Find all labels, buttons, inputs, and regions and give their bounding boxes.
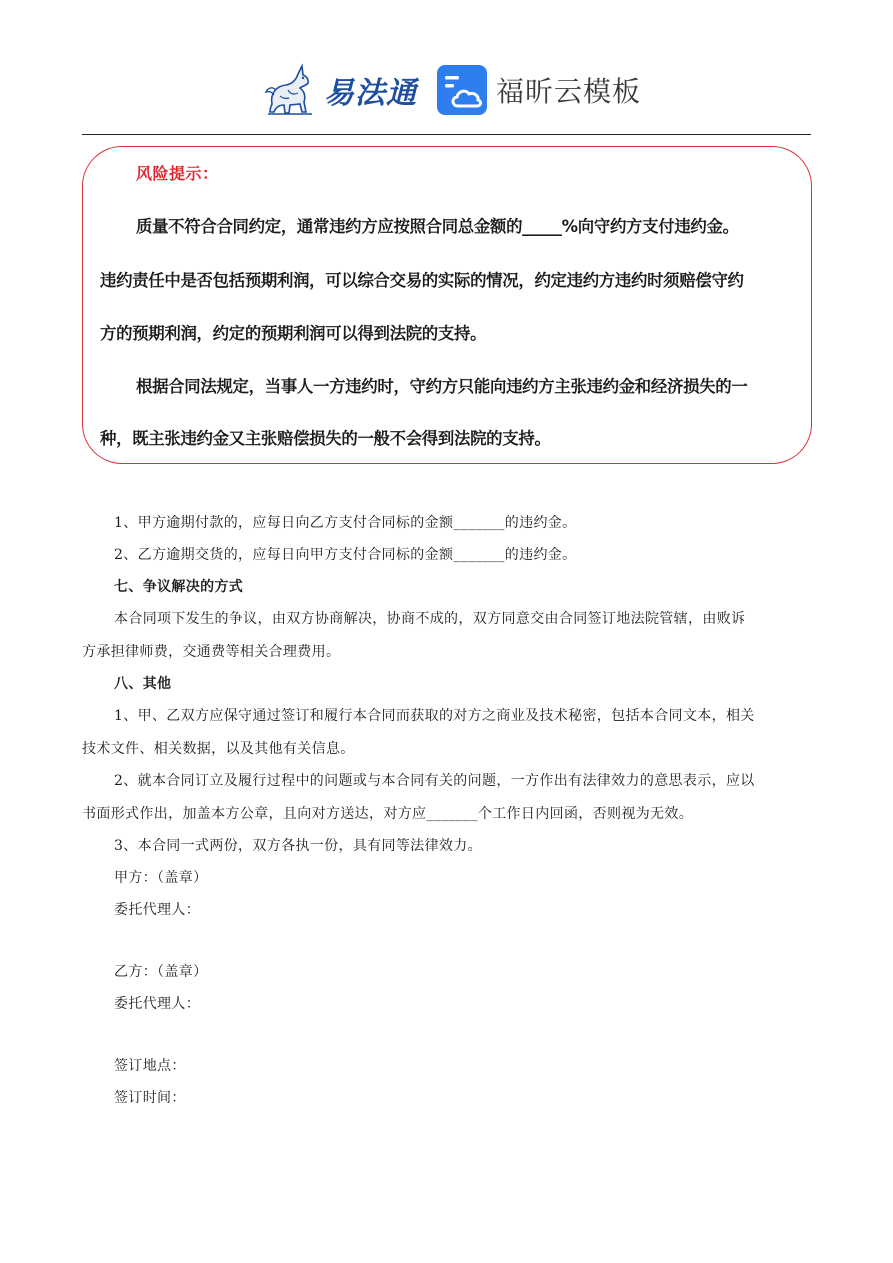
unicorn-logo-icon (262, 60, 322, 120)
clause-line: 本合同项下发生的争议，由双方协商解决，协商不成的，双方同意交由合同签订地法院管辖，由败诉 (114, 611, 746, 627)
clause-line: 1、甲方逾期付款的，应每日向乙方支付合同标的金额_______的违约金。 (114, 515, 577, 531)
party-a-agent-label: 委托代理人： (114, 902, 201, 918)
clause-line: 2、就本合同订立及履行过程中的问题或与本合同有关的问题，一方作出有法律效力的意思表示，应以 (114, 773, 755, 789)
risk-warning-box (82, 146, 812, 464)
page-header (0, 0, 893, 136)
party-b-seal-label: 乙方：（盖章） (114, 964, 208, 980)
clause-line: 技术文件、相关数据，以及其他有关信息。 (82, 741, 355, 757)
party-b-agent-label: 委托代理人： (114, 996, 201, 1012)
signing-place-label: 签订地点： (114, 1058, 186, 1074)
clause-line: 2、乙方逾期交货的，应每日向甲方支付合同标的金额_______的违约金。 (114, 547, 577, 563)
risk-paragraph-line: 种，既主张违约金又主张赔偿损失的一般不会得到法院的支持。 (100, 429, 551, 448)
party-a-seal-label: 甲方：（盖章） (114, 870, 208, 886)
signing-time-label: 签订时间： (114, 1090, 186, 1106)
section-heading: 八、其他 (114, 676, 172, 692)
yifatong-logo-text: 易法通 (324, 76, 417, 111)
risk-paragraph-line: 根据合同法规定，当事人一方违约时，守约方只能向违约方主张违约金和经济损失的一 (136, 377, 748, 396)
risk-paragraph-line: 违约责任中是否包括预期利润，可以综合交易的实际的情况，约定违约方违约时须赔偿守约 (100, 271, 744, 290)
risk-title: 风险提示： (136, 164, 219, 183)
foxit-template-logo-text: 福昕云模板 (496, 75, 642, 108)
clause-line: 方承担律师费，交通费等相关合理费用。 (82, 644, 341, 660)
clause-line: 1、甲、乙双方应保守通过签订和履行本合同而获取的对方之商业及技术秘密，包括本合同文本，相关 (114, 708, 755, 724)
clause-line: 书面形式作出，加盖本方公章，且向对方送达，对方应_______个工作日内回函，否则视为无效。 (82, 806, 694, 822)
header-divider (82, 134, 811, 135)
risk-paragraph-line: 方的预期利润，约定的预期利润可以得到法院的支持。 (100, 324, 487, 343)
foxit-template-logo (436, 58, 641, 122)
cloud-document-icon (436, 64, 488, 116)
risk-paragraph-line: 质量不符合合同约定，通常违约方应按照合同总金额的_____%向守约方支付违约金。 (136, 217, 739, 236)
clause-line: 3、本合同一式两份，双方各执一份，具有同等法律效力。 (114, 838, 483, 854)
yifatong-logo (262, 58, 417, 122)
section-heading: 七、争议解决的方式 (114, 579, 244, 595)
